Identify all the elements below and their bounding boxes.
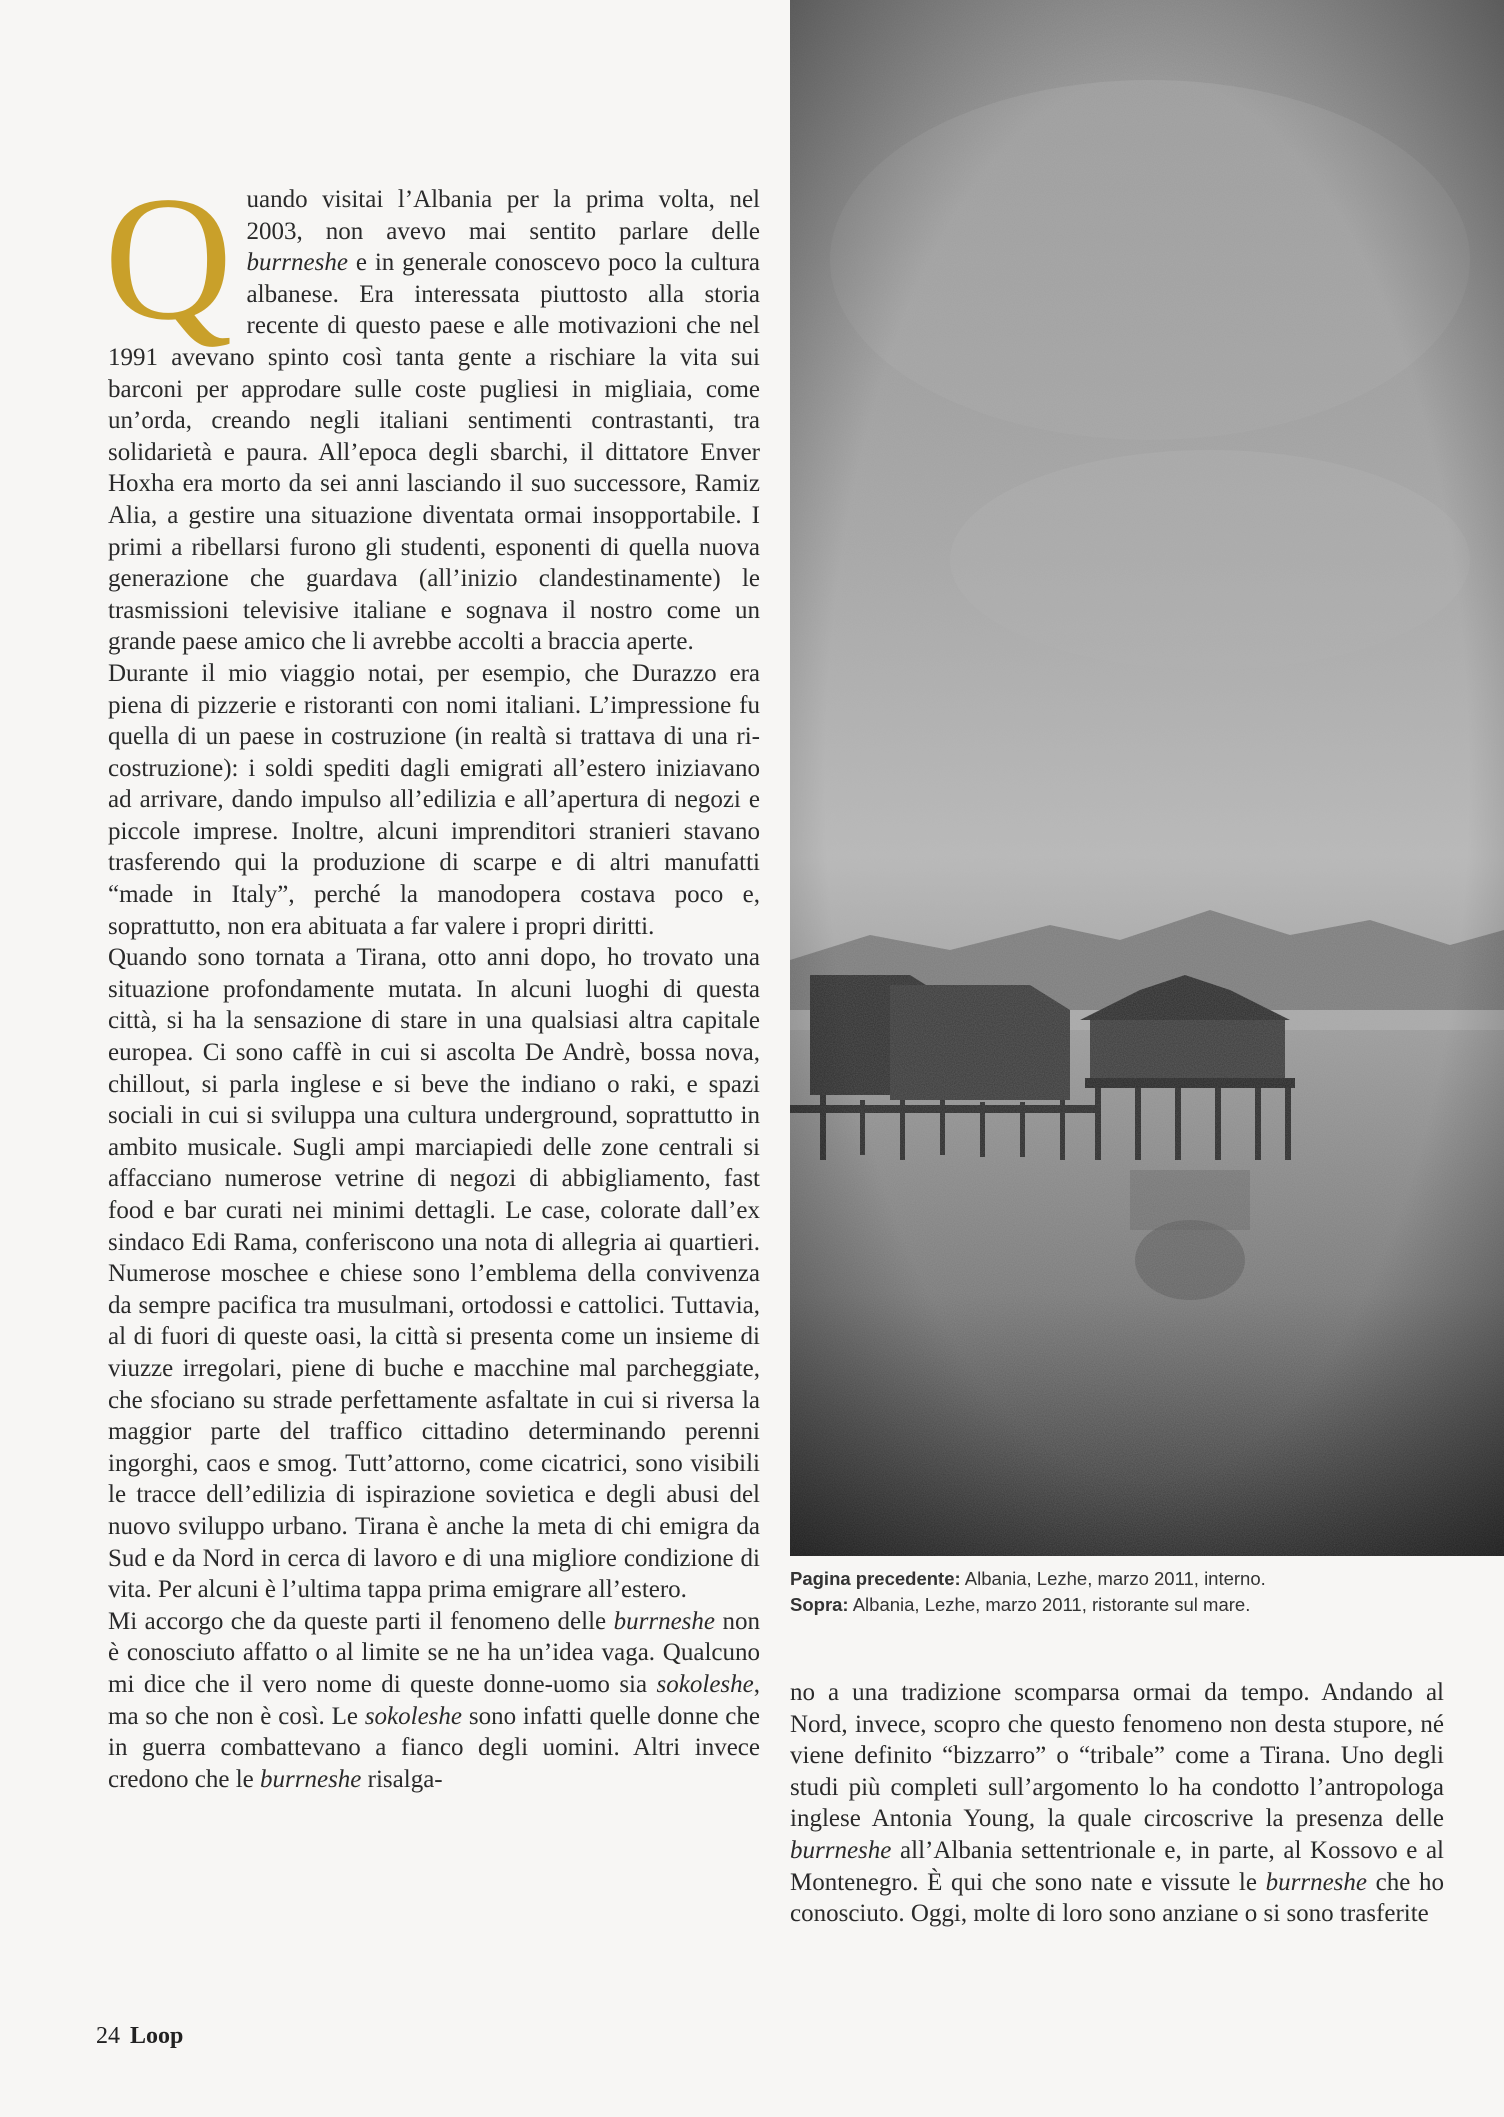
italic-term: burrneshe [613,1607,716,1635]
paragraph-text: all’Albania settentrionale e, in parte, al Kossovo e al Montenegro. È qui che sono nate e vissute le [790,1836,1444,1896]
drop-cap: Q [104,159,233,357]
article-paragraph [108,658,760,942]
paragraph-text: Durante il mio viaggio notai, per esempio, che Durazzo era piena di pizzerie e ristoranti con nomi italiani. L’impressione fu quella di un paese in costruzione (in realtà si trattava di una ri-costruzione): i soldi spediti dagli emigrati all’estero iniziavano ad arrivare, dando impulso all’edilizia e all’apertura di negozi e piccole imprese. Inoltre, alcuni imprenditori stranieri stavano trasferendo qui la produzione di scarpe e di altri manufatti “made in Italy”, perché la manodopera costava poco e, soprattutto, non era abituata a far valere i propri diritti. [108,659,760,940]
article-body-right [790,1677,1444,1930]
italic-term: burrneshe [790,1836,892,1864]
page-number: 24 [96,2023,120,2049]
caption-line-previous-page: Pagina precedente: Albania, Lezhe, marzo 2011, interno. [790,1568,1266,1589]
italic-term: burrneshe [246,249,348,277]
italic-term: sokoleshe [364,1702,463,1730]
italic-term: sokoleshe [656,1670,754,1698]
paragraph-text: sono infatti quelle donne che in guerra combattevano a fianco degli uomini. Altri invece credono che le [108,1702,761,1793]
italic-term: burrneshe [1265,1868,1367,1896]
article-column-right [790,1677,1444,1930]
page-footer [96,2023,183,2050]
paragraph-text: Quando sono tornata a Tirana, otto anni dopo, ho trovato una situazione profondamente mutata. In alcuni luoghi di questa città, si ha la sensazione di stare in una qualsiasi altra capitale europea. Ci sono caffè in cui si ascolta De Andrè, bossa nova, chillout, si parla inglese e si beve the indiano o raki, e spazi sociali in cui si sviluppa una cultura underground, soprattutto in ambito musicale. Sugli ampi marciapiedi delle zone centrali si affacciano numerose vetrine di negozi di abbigliamento, fast food e bar curati nei minimi dettagli. Le case, colorate dall’ex sindaco Edi Rama, conferiscono una nota di allegria ai quartieri. Numerose moschee e chiese sono l’emblema della convivenza da sempre pacifica tra musulmani, ortodossi e cattolici. Tuttavia, al di fuori di queste oasi, la città si presenta come un insieme di viuzze irregolari, piene di buche e macchine mal parcheggiate, che sfociano su strade perfettamente asfaltate in cui si riversa la maggior parte del traffico cittadino determinando perenni ingorghi, caos e smog. Tutt’attorno, come cicatrici, sono visibili le tracce dell’edilizia di ispirazione sovietica e degli abusi del nuovo sviluppo urbano. Tirana è anche la meta di chi emigra da Sud e da Nord in cerca di lavoro e di una migliore condizione di vita. Per alcuni è l’ultima tappa prima emigrare all’estero. [108,944,760,1604]
caption-line-above: Sopra: Albania, Lezhe, marzo 2011, ristorante sul mare. [790,1594,1251,1615]
photo-caption [790,1566,1490,1618]
magazine-name: Loop [130,2023,184,2049]
article-paragraph [108,1606,760,1796]
stilt-restaurant-photo [790,0,1504,1556]
paragraph-text: , ma so che non è così. Le [108,1670,760,1730]
paragraph-text: che ho conosciuto. Oggi, molte di loro sono anziane o si sono trasferite [790,1868,1444,1928]
article-body-left [108,184,760,1795]
article-paragraph [108,942,760,1605]
article-column-left [104,159,761,1795]
paragraph-text: e in generale conoscevo poco la cultura albanese. Era interessata piuttosto alla storia recente di questo paese e alle motivazioni che nel 1991 avevano spinto così tanta gente a rischiare la vita sui barconi per approdare sulle coste pugliesi in migliaia, come un’orda, creando negli italiani sentimenti contrastanti, tra solidarietà e paura. All’epoca degli sbarchi, il dittatore Enver Hoxha era morto da sei anni lasciando il suo successore, Ramiz Alia, a gestire una situazione diventata ormai insopportabile. I primi a ribellarsi furono gli studenti, esponenti di quella nuova generazione che guardava (all’inizio clandestinamente) le trasmissioni televisive italiane e sognava il nostro come un grande paese amico che li avrebbe accolti a braccia aperte. [108,249,760,656]
article-paragraph [790,1677,1444,1930]
italic-term: burrneshe [260,1765,362,1793]
paragraph-text: non è conosciuto affatto o al limite se ne ha un’idea vaga. Qualcuno mi dice che il vero nome di queste donne-uomo sia [108,1607,761,1698]
paragraph-text: Mi accorgo che da queste parti il fenomeno delle [108,1607,614,1635]
paragraph-text: uando visitai l’Albania per la prima volta, nel 2003, non avevo mai sentito parlare delle [246,186,760,245]
paragraph-text: risalga- [361,1765,443,1793]
paragraph-text: no a una tradizione scomparsa ormai da tempo. Andando al Nord, invece, scopro che questo fenomeno non desta stupore, né viene definito “bizzarro” o “tribale” come a Tirana. Uno degli studi più completi sull’argomento lo ha condotto l’antropologa inglese Antonia Young, la quale circoscrive la presenza delle [790,1679,1444,1833]
